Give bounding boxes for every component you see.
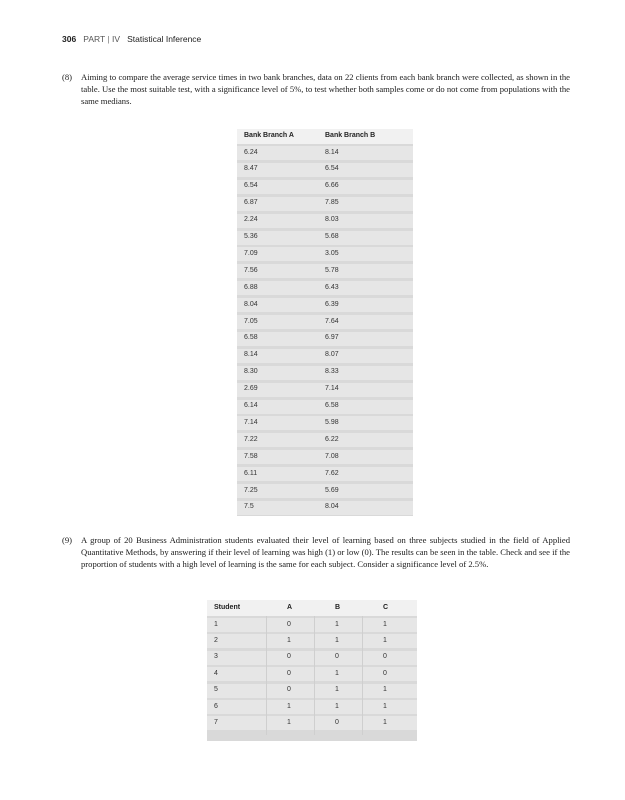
cell-branch-b: 6.43 — [325, 283, 339, 291]
part-label: PART — [83, 34, 106, 44]
cell-c: 0 — [383, 669, 387, 677]
cell-branch-a: 7.58 — [244, 452, 258, 460]
cell-branch-a: 7.5 — [244, 503, 254, 511]
cell-branch-a: 6.11 — [244, 469, 258, 477]
cell-b: 1 — [335, 669, 339, 677]
column-header-branch-a: Bank Branch A — [244, 132, 294, 139]
table-row — [237, 264, 413, 278]
cell-student: 1 — [214, 620, 218, 628]
table-row — [207, 618, 417, 632]
cell-branch-b: 7.62 — [325, 469, 339, 477]
cell-branch-a: 6.54 — [244, 182, 258, 190]
section-title: Statistical Inference — [127, 34, 202, 44]
running-header — [62, 34, 201, 44]
cell-student: 2 — [214, 636, 218, 644]
cell-a: 1 — [287, 636, 291, 644]
column-header-c: C — [383, 604, 389, 611]
cell-branch-a: 7.25 — [244, 486, 258, 494]
cell-b: 1 — [335, 620, 339, 628]
cell-b: 1 — [335, 636, 339, 644]
cell-a: 1 — [287, 718, 291, 726]
table-row — [237, 433, 413, 447]
table-row — [237, 416, 413, 430]
cell-a: 1 — [287, 702, 291, 710]
cell-student: 5 — [214, 686, 218, 694]
table-row — [237, 450, 413, 464]
cell-branch-a: 6.87 — [244, 199, 258, 207]
table-row — [237, 315, 413, 329]
table-row — [237, 247, 413, 261]
cell-branch-a: 6.58 — [244, 334, 258, 342]
header-separator: | — [107, 34, 110, 44]
cell-branch-b: 7.08 — [325, 452, 339, 460]
table-row — [237, 281, 413, 295]
cell-a: 0 — [287, 620, 291, 628]
table-row — [237, 298, 413, 312]
column-header-student: Student — [214, 604, 241, 611]
problem-text: Aiming to compare the average service times in two bank branches, data on 22 clients from each bank branch were collected, as shown in the table. Use the most suitable test, with a significance level of 5%, to test whether both samples come or do not come from populations with the same medians. — [81, 72, 570, 106]
table-row — [207, 716, 417, 730]
cell-branch-a: 7.14 — [244, 418, 258, 426]
table-header — [237, 129, 413, 144]
part-number: IV — [111, 34, 121, 44]
column-divider — [266, 616, 267, 735]
cell-branch-b: 5.69 — [325, 486, 339, 494]
cell-b: 1 — [335, 686, 339, 694]
table-row — [237, 467, 413, 481]
column-header-branch-b: Bank Branch B — [325, 132, 376, 139]
cell-branch-b: 6.22 — [325, 435, 339, 443]
cell-branch-b: 6.66 — [325, 182, 339, 190]
problem-number: (8) — [62, 72, 73, 82]
cell-branch-b: 8.33 — [325, 368, 339, 376]
cell-branch-b: 6.97 — [325, 334, 339, 342]
cell-student: 6 — [214, 702, 218, 710]
cell-a: 0 — [287, 669, 291, 677]
cell-branch-b: 8.07 — [325, 351, 339, 359]
bank-branch-table — [237, 129, 413, 516]
cell-branch-a: 6.14 — [244, 402, 258, 409]
cell-student: 4 — [214, 669, 218, 677]
column-header-a: A — [287, 604, 293, 611]
problem-9 — [62, 534, 570, 570]
cell-branch-b: 5.78 — [325, 266, 339, 274]
table-row — [237, 163, 413, 177]
page-number: 306 — [62, 34, 77, 44]
cell-branch-a: 8.30 — [244, 368, 258, 376]
cell-a: 0 — [287, 653, 291, 661]
table-row — [237, 501, 413, 515]
table-row — [237, 383, 413, 397]
table-row — [207, 684, 417, 698]
cell-branch-a: 5.36 — [244, 233, 258, 240]
cell-b: 0 — [335, 718, 339, 726]
cell-student: 3 — [214, 653, 218, 661]
cell-branch-b: 5.68 — [325, 233, 339, 240]
table-row — [237, 349, 413, 363]
cell-student: 7 — [214, 718, 218, 726]
table-row — [237, 400, 413, 414]
cell-branch-b: 7.64 — [325, 317, 339, 325]
cell-c: 0 — [383, 653, 387, 661]
cell-branch-b: 5.98 — [325, 418, 339, 426]
table-row — [237, 366, 413, 380]
column-header-b: B — [335, 604, 341, 611]
table-row — [207, 651, 417, 665]
problem-number: (9) — [62, 535, 73, 545]
cell-c: 1 — [383, 636, 387, 644]
cell-branch-a: 8.14 — [244, 351, 258, 359]
cell-branch-b: 8.14 — [325, 148, 339, 156]
cell-branch-a: 6.24 — [244, 148, 258, 156]
cell-branch-a: 8.47 — [244, 165, 258, 173]
table-row — [237, 180, 413, 194]
table-row — [237, 231, 413, 245]
cell-branch-b: 8.04 — [325, 503, 339, 511]
cell-branch-a: 6.88 — [244, 283, 258, 291]
cell-branch-b: 6.58 — [325, 402, 339, 409]
cell-b: 1 — [335, 702, 339, 710]
table-row — [207, 667, 417, 681]
cell-branch-b: 7.85 — [325, 199, 339, 207]
cell-c: 1 — [383, 702, 387, 710]
cell-branch-b: 3.05 — [325, 249, 339, 257]
table-row — [237, 214, 413, 228]
table-row — [207, 700, 417, 714]
problem-text: A group of 20 Business Administration students evaluated their level of learning based on three subjects studied in the field of Applied Quantitative Methods, by answering if their level of learning was high (1) or low (0). The results can be seen in the table. Check and see if the proportion of students with a high level of learning is the same for each subject. Consider a significance level of 2.5%. — [81, 535, 570, 569]
cell-c: 1 — [383, 686, 387, 694]
cell-c: 1 — [383, 718, 387, 726]
cell-branch-a: 7.22 — [244, 435, 258, 443]
cell-branch-b: 8.03 — [325, 216, 339, 224]
cell-branch-a: 2.24 — [244, 216, 258, 224]
column-divider — [362, 616, 363, 735]
table-row — [237, 484, 413, 498]
cell-b: 0 — [335, 653, 339, 661]
cell-a: 0 — [287, 686, 291, 694]
table-row — [237, 332, 413, 346]
table-header — [207, 600, 417, 616]
cell-branch-b: 7.14 — [325, 385, 339, 393]
table-row — [237, 197, 413, 211]
cell-branch-b: 6.54 — [325, 165, 339, 173]
cell-branch-a: 7.09 — [244, 249, 258, 257]
problem-8 — [62, 71, 570, 107]
cell-branch-a: 7.56 — [244, 266, 258, 274]
cell-c: 1 — [383, 620, 387, 628]
cell-branch-a: 2.69 — [244, 385, 258, 393]
table-row — [207, 634, 417, 648]
table-row — [237, 146, 413, 160]
column-divider — [314, 616, 315, 735]
cell-branch-b: 6.39 — [325, 300, 339, 308]
cell-branch-a: 7.05 — [244, 317, 258, 325]
student-learning-table — [207, 600, 417, 741]
cell-branch-a: 8.04 — [244, 300, 258, 308]
